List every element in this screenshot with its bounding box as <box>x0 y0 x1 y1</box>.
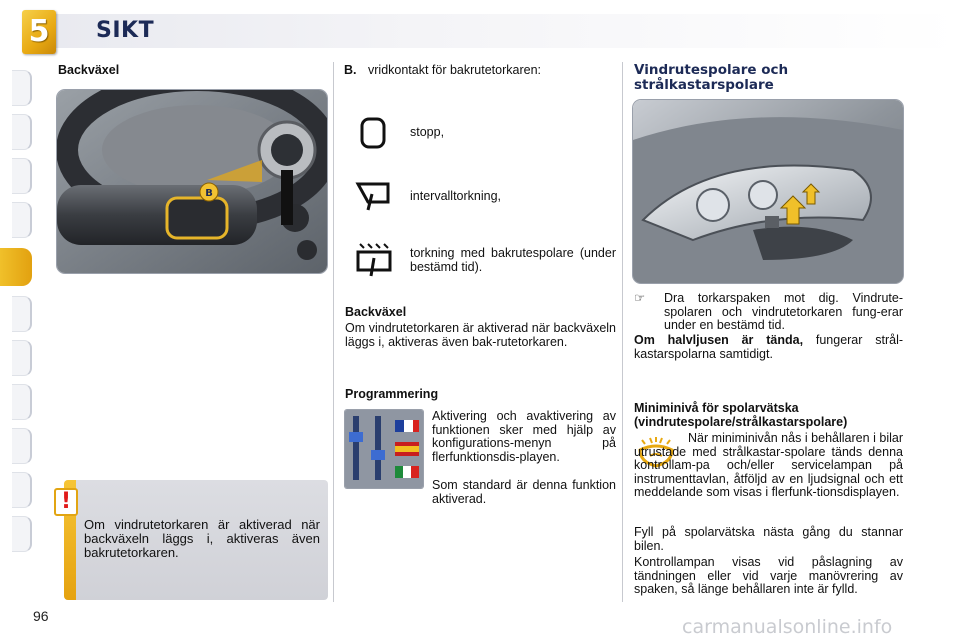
callout-letter-b: B <box>205 188 213 199</box>
programming-heading: Programmering <box>345 387 439 401</box>
left-heading: Backväxel <box>58 63 120 77</box>
column-divider <box>622 62 623 602</box>
settings-display-image <box>345 410 423 488</box>
chapter-tab[interactable] <box>12 158 32 194</box>
fill-text: Fyll på spolarvätska nästa gång du stannar bilen. <box>634 525 903 553</box>
chapter-tab-active[interactable] <box>0 248 32 286</box>
chapter-number: 5 <box>28 14 50 49</box>
chapter-tab[interactable] <box>12 340 32 376</box>
chapter-tab[interactable] <box>12 202 32 238</box>
chapter-tab[interactable] <box>12 70 32 106</box>
option-stop-label: stopp, <box>410 125 445 139</box>
steering-wheel-photo <box>57 90 327 273</box>
dipped-beam-rest: fungerar strål-kastarspolarna samtidigt. <box>634 333 904 361</box>
chapter-badge <box>22 10 56 54</box>
bullet-icon: ☞ <box>634 291 646 305</box>
column-divider <box>333 62 334 602</box>
wiper-washer-icon <box>354 240 394 285</box>
chapter-tabs <box>0 70 32 570</box>
programming-text-1: Aktivering och avaktivering av funktionen sker med hjälp av konfigurations-menyn på flerfunktionsdis-playen. <box>432 409 616 464</box>
dipped-beam-bold: Om halvljusen är tända, <box>634 333 804 347</box>
chapter-tab[interactable] <box>12 516 32 552</box>
min-level-text: När miniminivån nås i behållaren i bilar utrustade med strålkastar-spolare tänds denna kontrollam-pa och/eller servicelampan på instrumenttavlan, åtföljd av en ljudsignal och ett meddelande som visas i flerfunk-tionsdisplayen. <box>634 431 903 499</box>
headlamp-photo <box>633 100 903 283</box>
right-heading: Vindrutespolare och strålkastarspolare <box>634 62 789 93</box>
chapter-tab[interactable] <box>12 472 32 508</box>
chapter-tab[interactable] <box>12 296 32 332</box>
chapter-tab[interactable] <box>12 384 32 420</box>
chapter-tab[interactable] <box>12 114 32 150</box>
watermark: carmanualsonline.info <box>682 616 893 638</box>
option-intermittent-label: intervalltorkning, <box>410 189 502 203</box>
dipped-beam-paragraph <box>634 334 903 361</box>
intro-letter: B. <box>344 63 357 77</box>
reverse-text: Om vindrutetorkaren är aktiverad när backväxeln läggs i, aktiveras även bak-rutetorkaren. <box>345 321 616 349</box>
programming-text-2: Som standard är denna funktion aktiverad. <box>432 478 616 506</box>
bullet-text: Dra torkarspaken mot dig. Vindrute-spolaren och vindrutetorkaren fung-erar under en bestämd tid. <box>664 291 903 332</box>
intro-text: vridkontakt för bakrutetorkaren: <box>368 63 541 77</box>
header-bar <box>56 14 960 48</box>
page-number: 96 <box>33 608 49 624</box>
wiper-stop-icon <box>358 116 388 155</box>
lamp-text: Kontrollampan visas vid påslagning av tändningen eller vid varje manövrering av spaken, så länge behållaren inte är fylld. <box>634 555 903 596</box>
wiper-intermittent-icon <box>354 180 392 219</box>
option-washer-label: torkning med bakrutespolare (under bestämd tid). <box>410 246 616 274</box>
warning-icon: ! <box>54 488 78 516</box>
reverse-heading: Backväxel <box>345 305 407 319</box>
page-title: SIKT <box>96 18 155 43</box>
min-level-heading: Miniminivå för spolarvätska (vindrutespolare/strålkastarspolare) <box>634 401 848 429</box>
note-text: Om vindrutetorkaren är aktiverad när backväxeln läggs i, aktiveras även bakrutetorkaren. <box>84 517 320 560</box>
chapter-tab[interactable] <box>12 428 32 464</box>
